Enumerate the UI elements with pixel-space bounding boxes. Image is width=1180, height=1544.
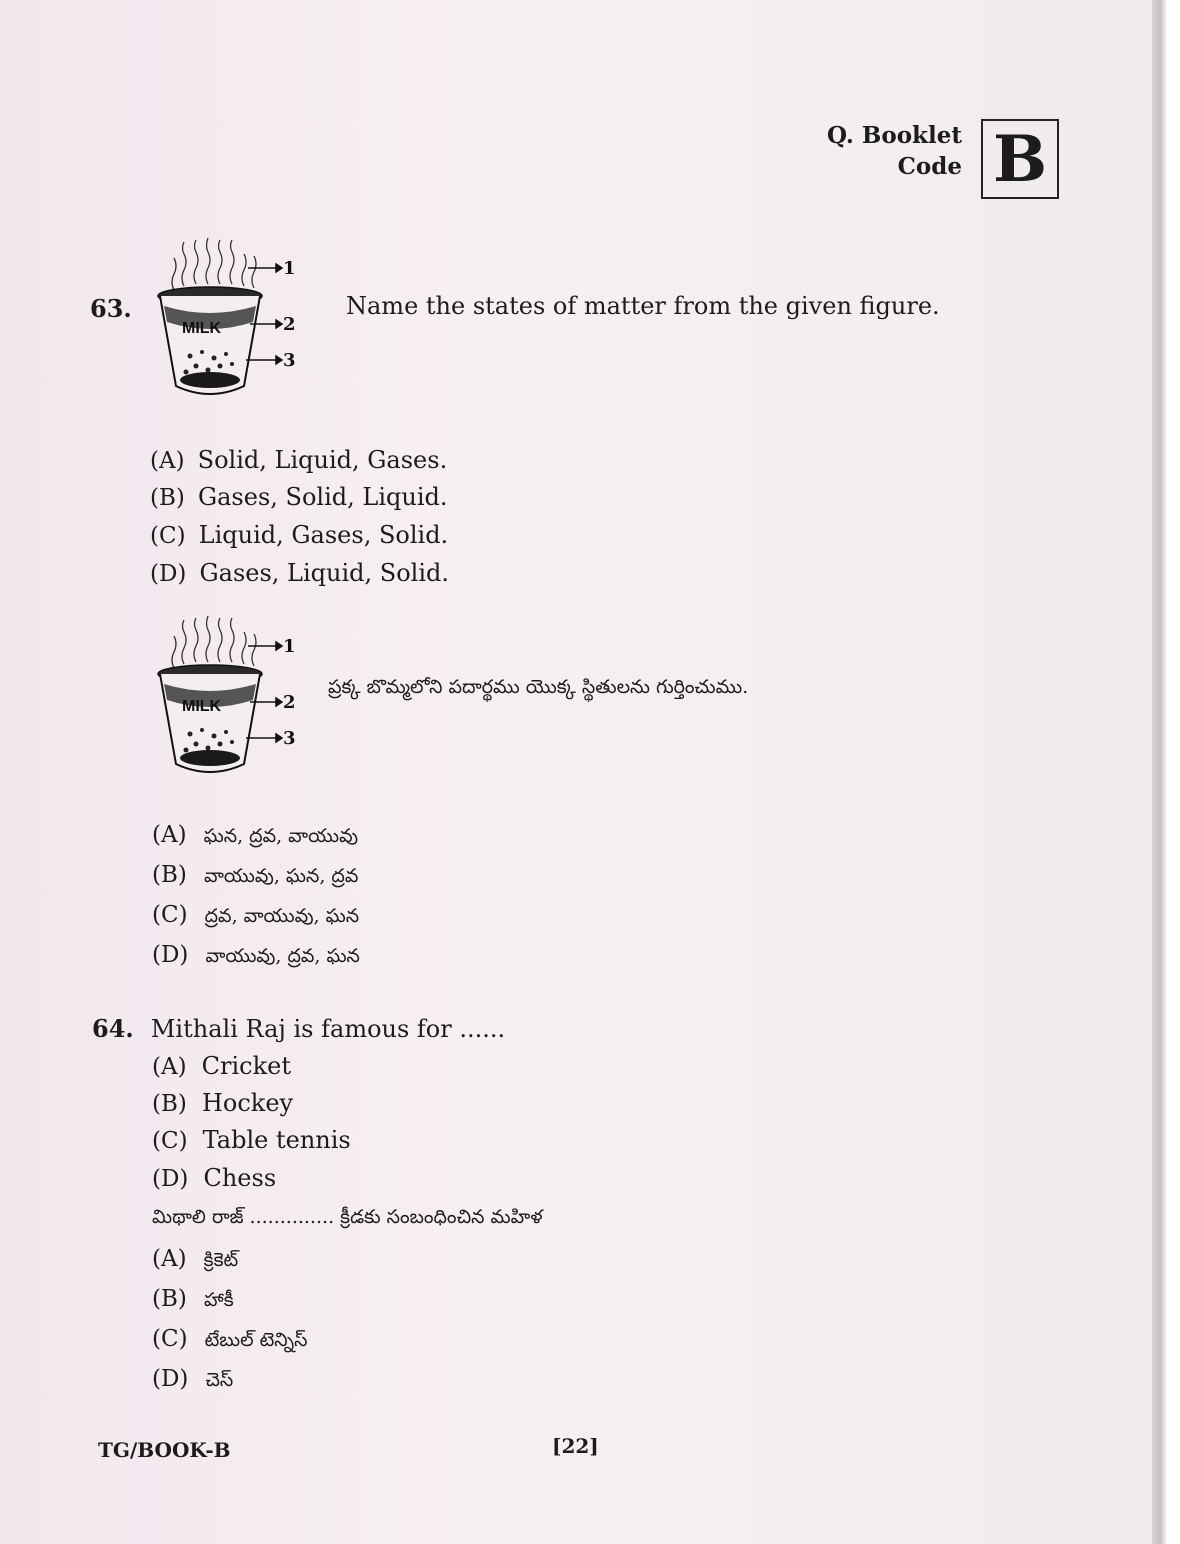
- question-64-number: 64.: [92, 1014, 134, 1043]
- q64-option-a-te[interactable]: [152, 1246, 238, 1276]
- q63-option-d-te[interactable]: [152, 942, 360, 972]
- option-letter: (C): [152, 1128, 188, 1154]
- option-text: ద్రవ, వాయువు, ఘన: [204, 905, 360, 927]
- option-text: చెస్: [205, 1369, 234, 1391]
- option-text: వాయువు, ద్రవ, ఘన: [205, 945, 360, 967]
- option-letter: (A): [150, 448, 185, 474]
- option-text: హాకీ: [203, 1289, 234, 1311]
- option-text: Gases, Liquid, Solid.: [199, 559, 450, 587]
- option-letter: (D): [152, 942, 189, 968]
- figure-marker-2: 2: [283, 314, 296, 335]
- option-text: వాయువు, ఘన, ద్రవ: [203, 865, 359, 887]
- option-letter: (B): [150, 485, 185, 511]
- option-text: Cricket: [201, 1052, 291, 1080]
- question-64-text-te: మిథాలి రాజ్ .............. క్రీడకు సంబంధించిన మహిళ: [152, 1206, 543, 1228]
- option-letter: (D): [150, 561, 187, 587]
- figure-marker-3: 3: [283, 728, 296, 749]
- question-64: [92, 1014, 505, 1043]
- milk-glass-figure: [150, 226, 300, 404]
- figure-marker-2: 2: [283, 692, 296, 713]
- option-letter: (B): [152, 1286, 187, 1312]
- figure-milk-label: MILK: [182, 698, 222, 715]
- figure-milk-label: MILK: [182, 320, 222, 337]
- booklet-code-label: [800, 120, 962, 182]
- q63-option-c-en[interactable]: [150, 521, 448, 549]
- figure-marker-3: 3: [283, 350, 296, 371]
- option-letter: (A): [152, 1246, 187, 1272]
- option-text: ఘన, ద్రవ, వాయువు: [203, 825, 359, 847]
- q64-option-d-en[interactable]: [152, 1164, 276, 1192]
- figure-marker-1: 1: [283, 636, 296, 657]
- page-edge: [1152, 0, 1180, 1544]
- option-letter: (C): [150, 523, 186, 549]
- option-text: క్రికెట్: [203, 1249, 239, 1271]
- footer-page-number: [22]: [552, 1434, 599, 1458]
- q63-option-a-en[interactable]: [150, 446, 447, 474]
- question-63-number: 63.: [90, 294, 132, 323]
- option-letter: (A): [152, 822, 187, 848]
- option-letter: (C): [152, 902, 188, 928]
- option-letter: (B): [152, 862, 187, 888]
- booklet-label-line1: Q. Booklet: [827, 122, 962, 149]
- option-text: Chess: [203, 1164, 277, 1192]
- q64-option-b-en[interactable]: [152, 1089, 293, 1117]
- option-letter: (D): [152, 1166, 189, 1192]
- footer-booklet-id: TG/BOOK-B: [98, 1438, 231, 1462]
- option-text: Hockey: [201, 1089, 294, 1117]
- q63-option-c-te[interactable]: [152, 902, 359, 932]
- milk-glass-figure-te: [150, 604, 300, 782]
- q64-option-a-en[interactable]: [152, 1052, 291, 1080]
- figure-marker-1: 1: [283, 258, 296, 279]
- question-63-text-te: ప్రక్క బొమ్మలోని పదార్థము యొక్క స్థితులను గుర్తించుము.: [328, 676, 749, 698]
- q64-option-c-te[interactable]: [152, 1326, 307, 1356]
- option-letter: (B): [152, 1091, 187, 1117]
- booklet-code-box: B: [981, 119, 1059, 199]
- option-letter: (C): [152, 1326, 188, 1352]
- booklet-label-line2: Code: [897, 153, 962, 180]
- q63-option-b-te[interactable]: [152, 862, 358, 892]
- q64-option-c-en[interactable]: [152, 1126, 351, 1154]
- option-text: Liquid, Gases, Solid.: [198, 521, 449, 549]
- question-63-text-en: Name the states of matter from the given figure.: [346, 292, 940, 320]
- q64-option-d-te[interactable]: [152, 1366, 233, 1396]
- option-text: Table tennis: [202, 1126, 351, 1154]
- q63-option-d-en[interactable]: [150, 559, 449, 587]
- q63-option-a-te[interactable]: [152, 822, 358, 852]
- question-64-text-en: Mithali Raj is famous for ......: [150, 1015, 506, 1043]
- option-text: Solid, Liquid, Gases.: [197, 446, 448, 474]
- option-letter: (D): [152, 1366, 189, 1392]
- option-letter: (A): [152, 1054, 187, 1080]
- q63-option-b-en[interactable]: [150, 483, 448, 511]
- q64-option-b-te[interactable]: [152, 1286, 234, 1316]
- option-text: Gases, Solid, Liquid.: [197, 483, 448, 511]
- option-text: టేబుల్ టెన్నిస్: [204, 1329, 308, 1351]
